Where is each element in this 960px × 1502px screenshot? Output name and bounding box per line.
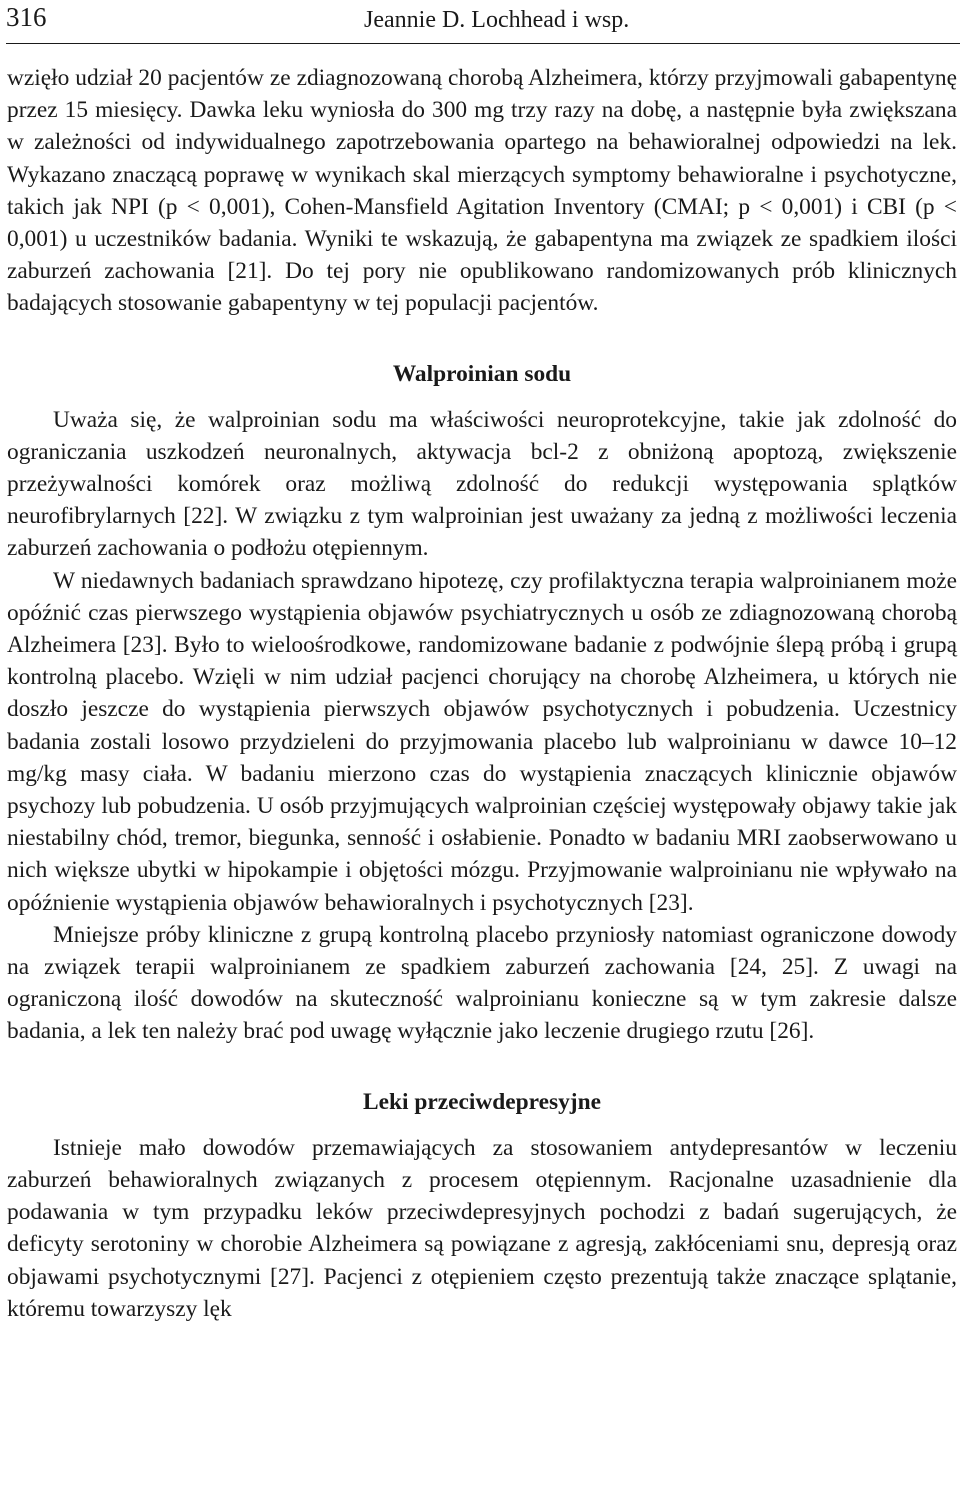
paragraph-walproinian-1: Uważa się, że walproinian sodu ma właściwości neuroprotekcyjne, takie jak zdolność do ograniczania uszkodzeń neuronalnych, aktywacja bcl-2 z obniżoną apoptozą, zwiększenie przeżywalności komórek oraz możliwą zdolność do redukcji występowania splątków neurofibrylarnych [22]. W związku z tym walproinian jest uważany za jedną z możliwości leczenia zaburzeń zachowania o podłożu otępiennym. — [7, 406, 957, 562]
section-heading-walproinian: Walproinian sodu — [392, 360, 572, 387]
body-text — [7, 62, 957, 1325]
paragraph-walproinian-2: W niedawnych badaniach sprawdzano hipotezę, czy profilaktyczna terapia walproinianem może opóźnić czas pierwszego wystąpienia objawów psychiatrycznych u osób ze zdiagnozowaną chorobą Alzheimera [23]. Było to wieloośrodkowe, randomizowane badanie z podwójnie ślepą próbą i grupą kontrolną placebo. Wzięli w nim udział pacjenci chorujący na chorobę Alzheimera, u których nie doszło jeszcze do wystąpienia pierwszych objawów psychotycznych i pobudzenia. Uczestnicy badania zostali losowo przydzieleni do przyjmowania placebo lub walproinianu w dawce 10–12 mg/kg masy ciała. W badaniu mierzono czas do wystąpienia znaczących klinicznie objawów psychozy lub pobudzenia. U osób przyjmujących walproinian częściej występowały objawy takie jak niestabilny chód, tremor, biegunka, senność i osłabienie. Ponadto w badaniu MRI zaobserwowano u nich większe ubytki w hipokampie i objętości mózgu. Przyjmowanie walproinianu nie wpływało na opóźnienie wystąpienia objawów behawioralnych i psychotycznych [23]. — [7, 567, 957, 916]
paragraph-leki-1: Istnieje mało dowodów przemawiających za stosowaniem antydepresantów w leczeniu zaburzeń behawioralnych związanych z procesem otępiennym. Racjonalne uzasadnienie dla podawania w tym przypadku leków przeciwdepresyjnych pochodzi z badań sugerujących, że deficyty serotoniny w chorobie Alzheimera są powiązane z agresją, zakłóceniami snu, depresją oraz objawami psychotycznymi [27]. Pacjenci z otępieniem często prezentują także znaczące splątanie, któremu towarzyszy lęk — [7, 1134, 957, 1322]
page-number: 316 — [6, 2, 47, 32]
paragraph-walproinian-3: Mniejsze próby kliniczne z grupą kontrolną placebo przyniosły natomiast ograniczone dowody na związek terapii walproinianem ze spadkiem zaburzeń zachowania [24, 25]. Z uwagi na ograniczoną ilość dowodów na skuteczność walproinianu konieczne są w tym zakresie dalsze badania, a lek ten należy brać pod uwagę wyłącznie jako leczenie drugiego rzutu [26]. — [7, 921, 957, 1045]
paragraph-gabapentyna: wzięło udział 20 pacjentów ze zdiagnozowaną chorobą Alzheimera, którzy przyjmowali gabapentynę przez 15 miesięcy. Dawka leku wyniosła do 300 mg trzy razy na dobę, a następnie była zwiększana w zależności od indywidualnego zapotrzebowania opartego na behawioralnej odpowiedzi na lek. Wykazano znaczącą poprawę w wynikach skal mierzących symptomy behawioralne i psychotyczne, takich jak NPI (p < 0,001), Cohen-Mansfield Agitation Inventory (CMAI; p < 0,001) i CBI (p < 0,001) u uczestników badania. Wyniki te wskazują, że gabapentyna ma związek ze spadkiem ilości zaburzeń zachowania [21]. Do tej pory nie opublikowano randomizowanych prób klinicznych badających stosowanie gabapentyny w tej populacji pacjentów. — [7, 65, 957, 317]
header-rule — [6, 43, 960, 44]
section-heading-leki: Leki przeciwdepresyjne — [363, 1088, 601, 1115]
running-header — [6, 0, 960, 44]
running-title: Jeannie D. Lochhead i wsp. — [364, 7, 630, 33]
